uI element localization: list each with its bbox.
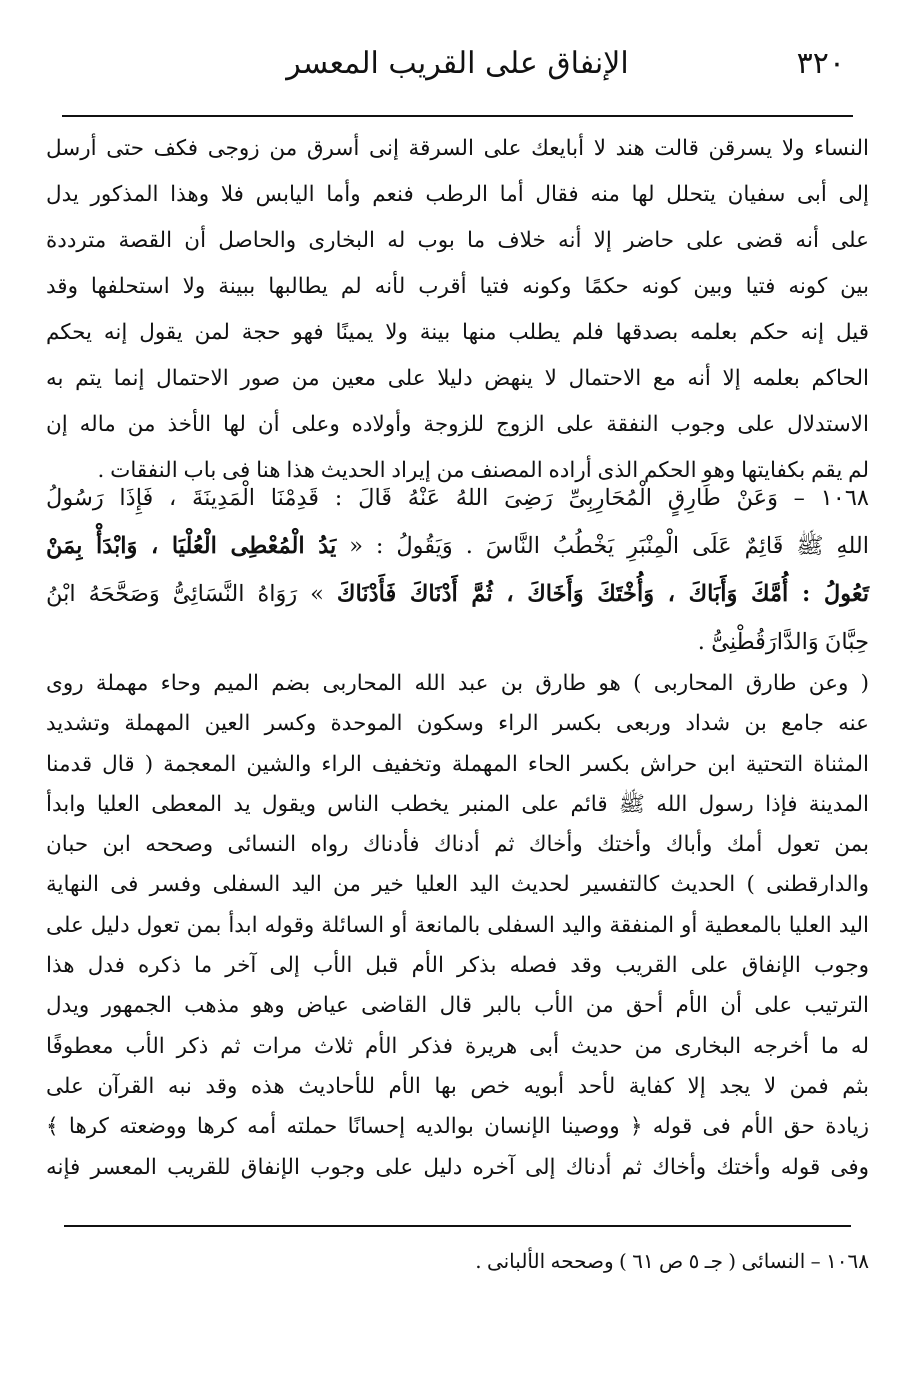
text-line: على أنه قضى على حاضر إلا أنه خلاف ما بوب له البخارى والحاصل أن القصة مترددة <box>46 228 869 253</box>
text-line: ( وعن طارق المحاربى ) هو طارق بن عبد الله المحاربى بضم الميم وحاء مهملة روى <box>46 671 869 696</box>
text-line: الاستدلال على وجوب النفقة على الزوج للزوجة وأولاده وعلى أن لها الأخذ من ماله إن <box>46 412 869 437</box>
hadith-segment: اللهِ ﷺ قَائِمٌ عَلَى الْمِنْبَرِ يَخْطُبُ النَّاسَ . وَيَقُولُ : « <box>349 533 870 559</box>
commentary <box>46 664 869 1188</box>
hadith-line <box>46 570 869 618</box>
footnote <box>46 1238 869 1284</box>
hadith-quote: يَدُ الْمُعْطِى الْعُلْيَا ، وَابْدَأْ بِمَنْ <box>46 533 337 559</box>
text-line: اليد العليا بالمعطية أو المنفقة واليد السفلى بالمانعة أو السائلة وقوله ابدأ بمن تعول دليل على <box>46 912 869 938</box>
footnote-text: ١٠٦٨ – النسائى ( جـ ٥ ص ٦١ ) وصححه الألبانى . <box>475 1249 869 1273</box>
hadith-1068 <box>46 474 869 666</box>
text-line: زيادة حق الأم فى قوله ﴿ ووصينا الإنسان بوالديه إحسانًا حملته أمه كرها ووضعته كرها ﴾ <box>46 1114 869 1140</box>
text-line: المثناة التحتية ابن حراش بكسر الحاء المهملة وتخفيف الراء والشين المعجمة ( قال قدمنا <box>46 751 869 777</box>
text-line: بثم فمن لا يجد إلا كفاية لأحد أبويه خص بها الأم للأحاديث هذه وقد نبه القرآن على <box>46 1073 869 1099</box>
hadith-line: حِبَّانَ وَالدَّارَقُطْنِىُّ . <box>697 629 869 655</box>
commentary-continued <box>46 126 869 494</box>
page-number: ٣٢٠ <box>796 46 845 81</box>
running-title: الإنفاق على القريب المعسر <box>286 46 629 81</box>
hadith-line: ١٠٦٨ – وَعَنْ طَارِقٍ الْمُحَارِبِىِّ رَضِىَ اللهُ عَنْهُ قَالَ : قَدِمْنَا الْمَدِينَةَ ، فَإِذَا رَسُولُ <box>46 485 869 511</box>
text-line: إلى أبى سفيان يتحلل لها منه فقال أما الرطب فنعم وأما اليابس فلا وهذا المذكور يدل <box>46 182 869 207</box>
text-line: وفى قوله وأختك وأخاك ثم أدناك إلى آخره دليل على وجوب الإنفاق للقريب المعسر فإنه <box>46 1154 869 1180</box>
hadith-quote: تَعُولُ : أُمَّكَ وَأَبَاكَ ، وَأُخْتَكَ وَأَخَاكَ ، ثُمَّ أَدْنَاكَ فَأَدْنَاكَ <box>336 581 869 607</box>
text-line: وجوب الإنفاق على القريب وقد فصله بذكر الأم قبل الأب إلى آخر ما ذكره فدل هذا <box>46 953 869 979</box>
text-line: قيل إنه حكم بعلمه بصدقها فلم يطلب منها بينة ولا يمينًا فهو حجة لمن يقول إنه يحكم <box>46 320 869 345</box>
text-line: عنه جامع بن شداد وربعى بكسر الراء وسكون الموحدة وكسر العين المهملة وتشديد <box>46 711 869 737</box>
page-header <box>62 40 853 90</box>
footnote-rule <box>64 1225 851 1227</box>
text-line: بمن تعول أمك وأباك وأختك وأخاك ثم أدناك فأدناك رواه النسائى وصححه ابن حبان <box>46 832 869 858</box>
text-line: النساء ولا يسرقن قالت هند لا أبايعك على السرقة إنى أسرق من زوجى فكف حتى أرسل <box>46 136 869 161</box>
text-line: والدارقطنى ) الحديث كالتفسير لحديث اليد العليا خير من اليد السفلى وفسر فى النهاية <box>46 872 869 898</box>
text-line: الحاكم بعلمه إلا أنه مع الاحتمال لا ينهض دليلا على معين من صور الاحتمال إنما يتم به <box>46 366 869 391</box>
text-line: المدينة فإذا رسول الله ﷺ قائم على المنبر يخطب الناس ويقول يد المعطى العليا وابدأ <box>46 791 869 817</box>
header-rule <box>62 115 853 117</box>
hadith-segment: » رَوَاهُ النَّسَائِىُّ وَصَحَّحَهُ ابْنُ <box>46 581 324 607</box>
hadith-line <box>46 522 869 570</box>
text-line: الترتيب على أن الأم أحق من الأب بالبر قال القاضى عياض وهو مذهب الجمهور ويدل <box>46 993 869 1019</box>
text-line: بين كونه فتيا وبين كونه حكمًا وكونه فتيا أقرب لأنه لم يطالبها ببينة ولا استحلفها وقد <box>46 274 869 299</box>
text-line: له ما أخرجه البخارى من حديث أبى هريرة فذكر الأم ثلاث مرات ثم ذكر الأب معطوفًا <box>46 1033 869 1059</box>
text-line: لم يقم بكفايتها وهو الحكم الذى أراده المصنف من إيراد الحديث هذا هنا فى باب النفقات . <box>97 458 869 483</box>
